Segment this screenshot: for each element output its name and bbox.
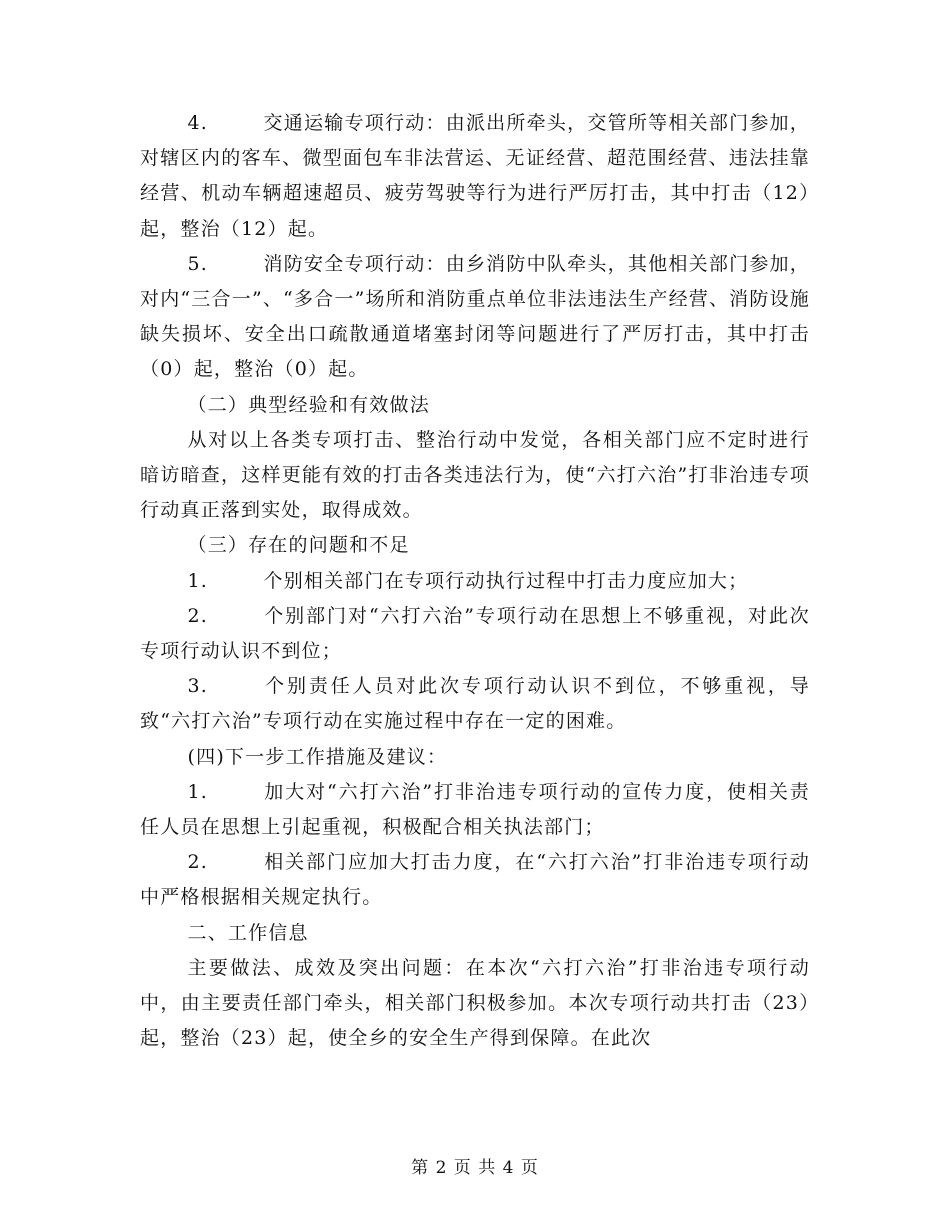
- paragraph-measure-1: [140, 775, 810, 845]
- section-heading-experience: （二）典型经验和有效做法: [187, 393, 430, 416]
- paragraph-text: 交通运输专项行动：由派出所牵头，交管所等相关部门参加，对辖区内的客车、微型面包车非法营运、无证经营、超范围经营、违法挂靠经营、机动车辆超速超员、疲劳驾驶等行为进行严厉打击，其中打击（12）起，整治（12）起。: [140, 112, 810, 240]
- item-number: 4.: [187, 112, 209, 134]
- item-number: 5.: [187, 252, 209, 275]
- paragraph-work-info: 主要做法、成效及突出问题：在本次“六打六治”打非治违专项行动中，由主要责任部门牵头，相关部门积极参加。本次专项行动共打击（23）起，整治（23）起，使全乡的安全生产得到保障。在此次: [140, 956, 810, 1050]
- item-number: 3.: [187, 675, 209, 698]
- paragraph-text: 消防安全专项行动：由乡消防中队牵头，其他相关部门参加，对内“三合一”、“多合一”场所和消防重点单位非法违法生产经营、消防设施缺失损坏、安全出口疏散通道堵塞封闭等问题进行了严厉打击，其中打击（0）起，整治（0）起。: [140, 252, 810, 381]
- paragraph-problem-3: [140, 669, 810, 739]
- item-number: 2.: [187, 851, 209, 874]
- item-number: 1.: [187, 780, 209, 803]
- paragraph-fire-safety-action: [140, 247, 810, 388]
- paragraph-traffic-action: [140, 106, 810, 247]
- item-number: 1.: [187, 569, 209, 592]
- paragraph-problem-1: [140, 564, 810, 599]
- section-heading-problems: （三）存在的问题和不足: [187, 534, 410, 557]
- paragraph-experience: 从对以上各类专项打击、整治行动中发觉，各相关部门应不定时进行暗访暗查，这样更能有效的打击各类违法行为，使“六打六治”打非治违专项行动真正落到实处，取得成效。: [140, 428, 810, 522]
- paragraph-measure-2: [140, 845, 810, 915]
- paragraph-problem-2: [140, 599, 810, 669]
- page-footer: 第 2 页 共 4 页: [411, 1158, 539, 1178]
- section-heading-work-info: 二、工作信息: [187, 921, 309, 944]
- section-heading-next-steps: (四)下一步工作措施及建议：: [187, 745, 448, 768]
- paragraph-text: 个别责任人员对此次专项行动认识不到位，不够重视，导致“六打六治”专项行动在实施过程中存在一定的困难。: [140, 675, 810, 733]
- document-body: [140, 106, 810, 1056]
- paragraph-text: 个别部门对“六打六治”专项行动在思想上不够重视，对此次专项行动认识不到位；: [140, 604, 810, 663]
- item-number: 2.: [187, 604, 209, 627]
- paragraph-text: 个别相关部门在专项行动执行过程中打击力度应加大；: [263, 569, 749, 592]
- paragraph-text: 相关部门应加大打击力度，在“六打六治”打非治违专项行动中严格根据相关规定执行。: [140, 851, 810, 909]
- paragraph-text: 加大对“六打六治”打非治违专项行动的宣传力度，使相关责任人员在思想上引起重视，积极配合相关执法部门；: [140, 780, 810, 839]
